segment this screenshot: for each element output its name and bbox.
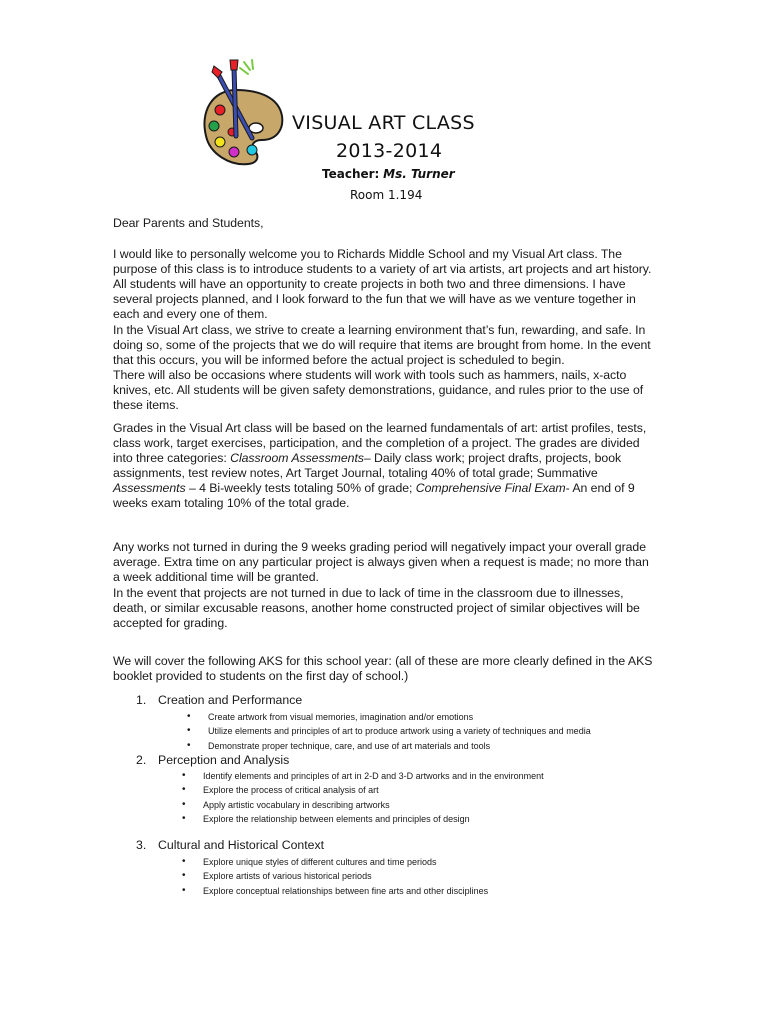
aks-heading-1 xyxy=(136,693,302,707)
grading-text-2: – Daily class work; project drafts, projects, book assignments, test review notes, Art Target Journal, totaling 40% of total grade; Summative xyxy=(113,451,622,480)
grading-text-4: - An end of 9 weeks exam totaling 10% of the total grade. xyxy=(113,481,635,510)
grading-category-1: Classroom Assessments xyxy=(230,451,364,465)
aks-list-3 xyxy=(203,855,488,898)
teacher-label: Teacher: xyxy=(322,167,380,181)
list-item: • Explore artists of various historical periods xyxy=(203,869,488,883)
aks-heading-2 xyxy=(136,753,289,767)
list-item: • Explore the relationship between elements and principles of design xyxy=(203,812,544,826)
list-item: • Explore unique styles of different cultures and time periods xyxy=(203,855,488,869)
teacher-line xyxy=(322,167,455,181)
list-item: • Create artwork from visual memories, imagination and/or emotions xyxy=(208,710,591,724)
aks-heading-3 xyxy=(136,838,324,852)
aks-number: 3. xyxy=(136,838,147,852)
aks-title: Cultural and Historical Context xyxy=(158,838,325,852)
late-work-paragraph: Any works not turned in during the 9 weeks grading period will negatively impact your overall grade average. Extra time on any particular project is always given when a request is made; no more than a week additional time will be granted. xyxy=(113,540,649,584)
room-number: Room 1.194 xyxy=(350,188,423,202)
grading-text-1: Grades in the Visual Art class will be based on the learned fundamentals of art: artist profiles, tests, class work, target exercises, participation, and the completion of a project. The grades are divided into three categories: xyxy=(113,421,647,465)
list-item: • Explore the process of critical analysis of art xyxy=(203,783,544,797)
page-title: VISUAL ART CLASS xyxy=(292,112,475,134)
grading-text-3: – 4 Bi-weekly tests totaling 50% of grade; xyxy=(185,481,416,495)
safety-paragraph-part1: In the Visual Art class, we strive to create a learning environment that’s fun, rewarding, and safe. In doing so, some of the projects that we do will require that items are brought from home. In the event that this occurs, you will be informed before the actual project is scheduled to begin. xyxy=(113,323,651,367)
school-year: 2013-2014 xyxy=(336,140,443,162)
grading-paragraph xyxy=(113,421,658,511)
excused-work-paragraph: In the event that projects are not turned in due to lack of time in the classroom due to illnesses, death, or similar excusable reasons, another home constructed project of similar objectives will be accepted for grading. xyxy=(113,586,640,630)
aks-list-2 xyxy=(203,769,544,826)
grading-category-3: Comprehensive Final Exam xyxy=(415,481,566,495)
list-item: • Explore conceptual relationships between fine arts and other disciplines xyxy=(203,884,488,898)
list-item: • Apply artistic vocabulary in describing artworks xyxy=(203,798,544,812)
teacher-name: Ms. Turner xyxy=(383,167,455,181)
aks-title: Perception and Analysis xyxy=(158,753,290,767)
aks-number: 2. xyxy=(136,753,147,767)
safety-paragraph-part2: There will also be occasions where students will work with tools such as hammers, nails, x-acto knives, etc. All students will be given safety demonstrations, guidance, and rules prior to the use of these items. xyxy=(113,368,644,412)
welcome-paragraph: I would like to personally welcome you to Richards Middle School and my Visual Art class. The purpose of this class is to introduce students to a variety of art via artists, art projects and art history. All students will have an opportunity to create projects in both two and three dimensions. I have several projects planned, and I look forward to the fun that we will have as we venture together in each and every one of them. xyxy=(113,247,652,321)
paint-palette-icon xyxy=(196,54,292,170)
greeting: Dear Parents and Students, xyxy=(113,216,264,230)
list-item: • Identify elements and principles of art in 2-D and 3-D artworks and in the environment xyxy=(203,769,544,783)
safety-paragraph xyxy=(113,323,658,413)
aks-title: Creation and Performance xyxy=(158,693,303,707)
list-item: • Utilize elements and principles of art to produce artwork using a variety of techniques and media xyxy=(208,724,591,738)
grading-category-2: Assessments xyxy=(113,481,186,495)
aks-number: 1. xyxy=(136,693,147,707)
aks-intro-paragraph: We will cover the following AKS for this school year: (all of these are more clearly defined in the AKS booklet provided to students on the first day of school.) xyxy=(113,654,653,683)
list-item: • Demonstrate proper technique, care, and use of art materials and tools xyxy=(208,739,591,753)
aks-list-1 xyxy=(208,710,591,753)
